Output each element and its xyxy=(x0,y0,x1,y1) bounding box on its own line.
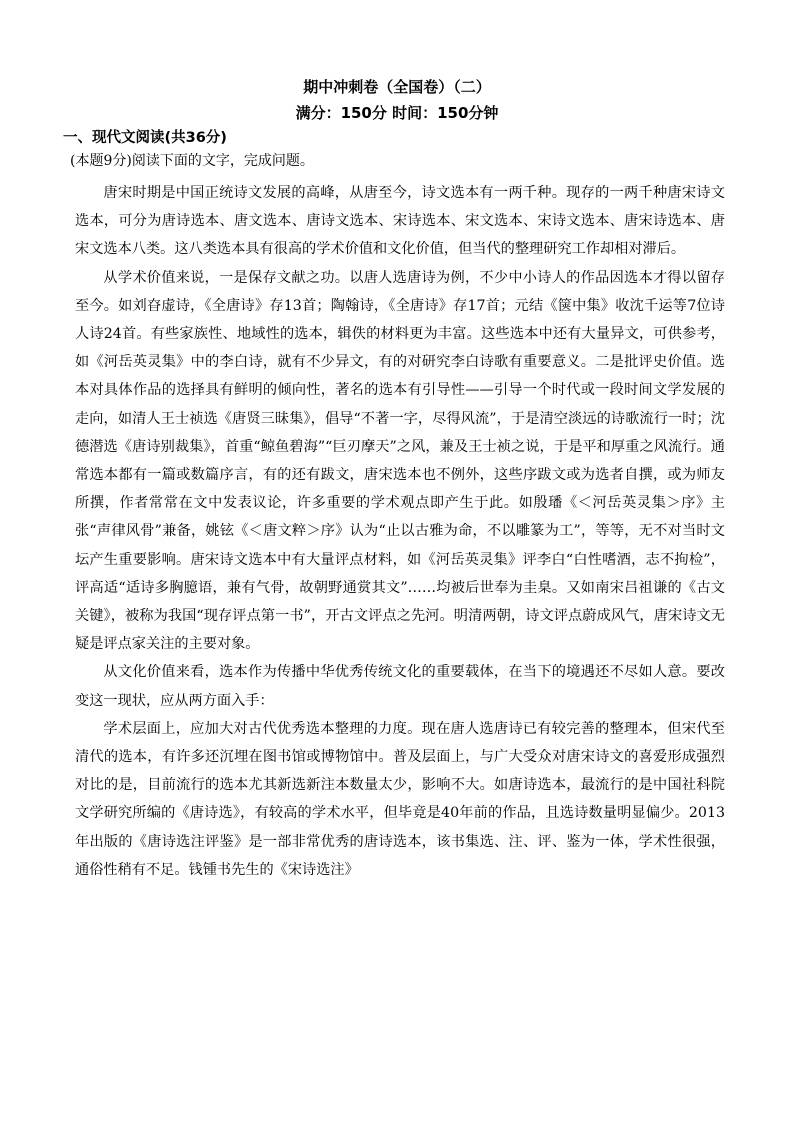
exam-title: 期中冲刺卷（全国卷）（二） xyxy=(303,78,491,96)
section-heading: 一、现代文阅读(共36分) xyxy=(63,130,227,146)
question-instruction: (本题9分)阅读下面的文字，完成问题。 xyxy=(70,153,314,169)
passage-paragraph-3: 从文化价值来看，选本作为传播中华优秀传统文化的重要载体，在当下的境遇还不尽如人意。要改变这一现状，应从两方面入手： xyxy=(75,664,725,709)
passage-paragraph-1: 唐宋时期是中国正统诗文发展的高峰，从唐至今，诗文选本有一两千种。现存的一两千种唐宋诗文选本，可分为唐诗选本、唐文选本、唐诗文选本、宋诗选本、宋文选本、宋诗文选本、唐宋诗选本、唐宋文选本八类。这八类选本具有很高的学术价值和文化价值，但当代的整理研究工作却相对滞后。 xyxy=(75,185,725,258)
passage-paragraph-4: 学术层面上，应加大对古代优秀选本整理的力度。现在唐人选唐诗已有较完善的整理本，但宋代至清代的选本，有许多还沉埋在图书馆或博物馆中。普及层面上，与广大受众对唐宋诗文的喜爱形成强烈对比的是，目前流行的选本尤其新选新注本数量太少，影响不大。如唐诗选本，最流行的是中国社科院文学研究所编的《唐诗选》，有较高的学术水平，但毕竟是40年前的作品，且选诗数量明显偏少。2013年出版的《唐诗选注评鉴》是一部非常优秀的唐诗选本，该书集选、注、评、鉴为一体，学术性很强，通俗性稍有不足。钱锺书先生的《宋诗选注》 xyxy=(75,720,725,878)
passage-paragraph-2: 从学术价值来说，一是保存文献之功。以唐人选唐诗为例，不少中小诗人的作品因选本才得以留存至今。如刘昚虚诗，《全唐诗》存13首；陶翰诗，《全唐诗》存17首；元结《箧中集》收沈千运等7位诗人诗24首。有些家族性、地域性的选本，辑佚的材料更为丰富。这些选本中还有大量异文，可供参考，如《河岳英灵集》中的李白诗，就有不少异文，有的对研究李白诗歌有重要意义。二是批评史价值。选本对具体作品的选择具有鲜明的倾向性，著名的选本有引导性——引导一个时代或一段时间文学发展的走向，如清人王士祯选《唐贤三昧集》，倡导“不著一字，尽得风流”，于是清空淡远的诗歌流行一时；沈德潜选《唐诗别裁集》，首重“鲸鱼碧海”“巨刃摩天”之风，兼及王士祯之说，于是平和厚重之风流行。通常选本都有一篇或数篇序言，有的还有跋文，唐宋选本也不例外，这些序跋文或为选者自撰，或为师友所撰，作者常常在文中发表议论，许多重要的学术观点即产生于此。如殷璠《＜河岳英灵集＞序》主张“声律风骨”兼备，姚铉《＜唐文粹＞序》认为“止以古雅为命，不以雕篆为工”，等等，无不对当时文坛产生重要影响。唐宋诗文选本中有大量评点材料，如《河岳英灵集》评李白“白性嗜酒，志不拘检”，评高适“适诗多胸臆语，兼有气骨，故朝野通赏其文”……均被后世奉为圭臬。又如南宋吕祖谦的《古文关键》，被称为我国“现存评点第一书”，开古文评点之先河。明清两朝，诗文评点蔚成风气，唐宋诗文无疑是评点家关注的主要对象。 xyxy=(75,269,725,653)
exam-score-time: 满分：150分 时间：150分钟 xyxy=(295,104,499,122)
reading-passage xyxy=(75,179,725,884)
